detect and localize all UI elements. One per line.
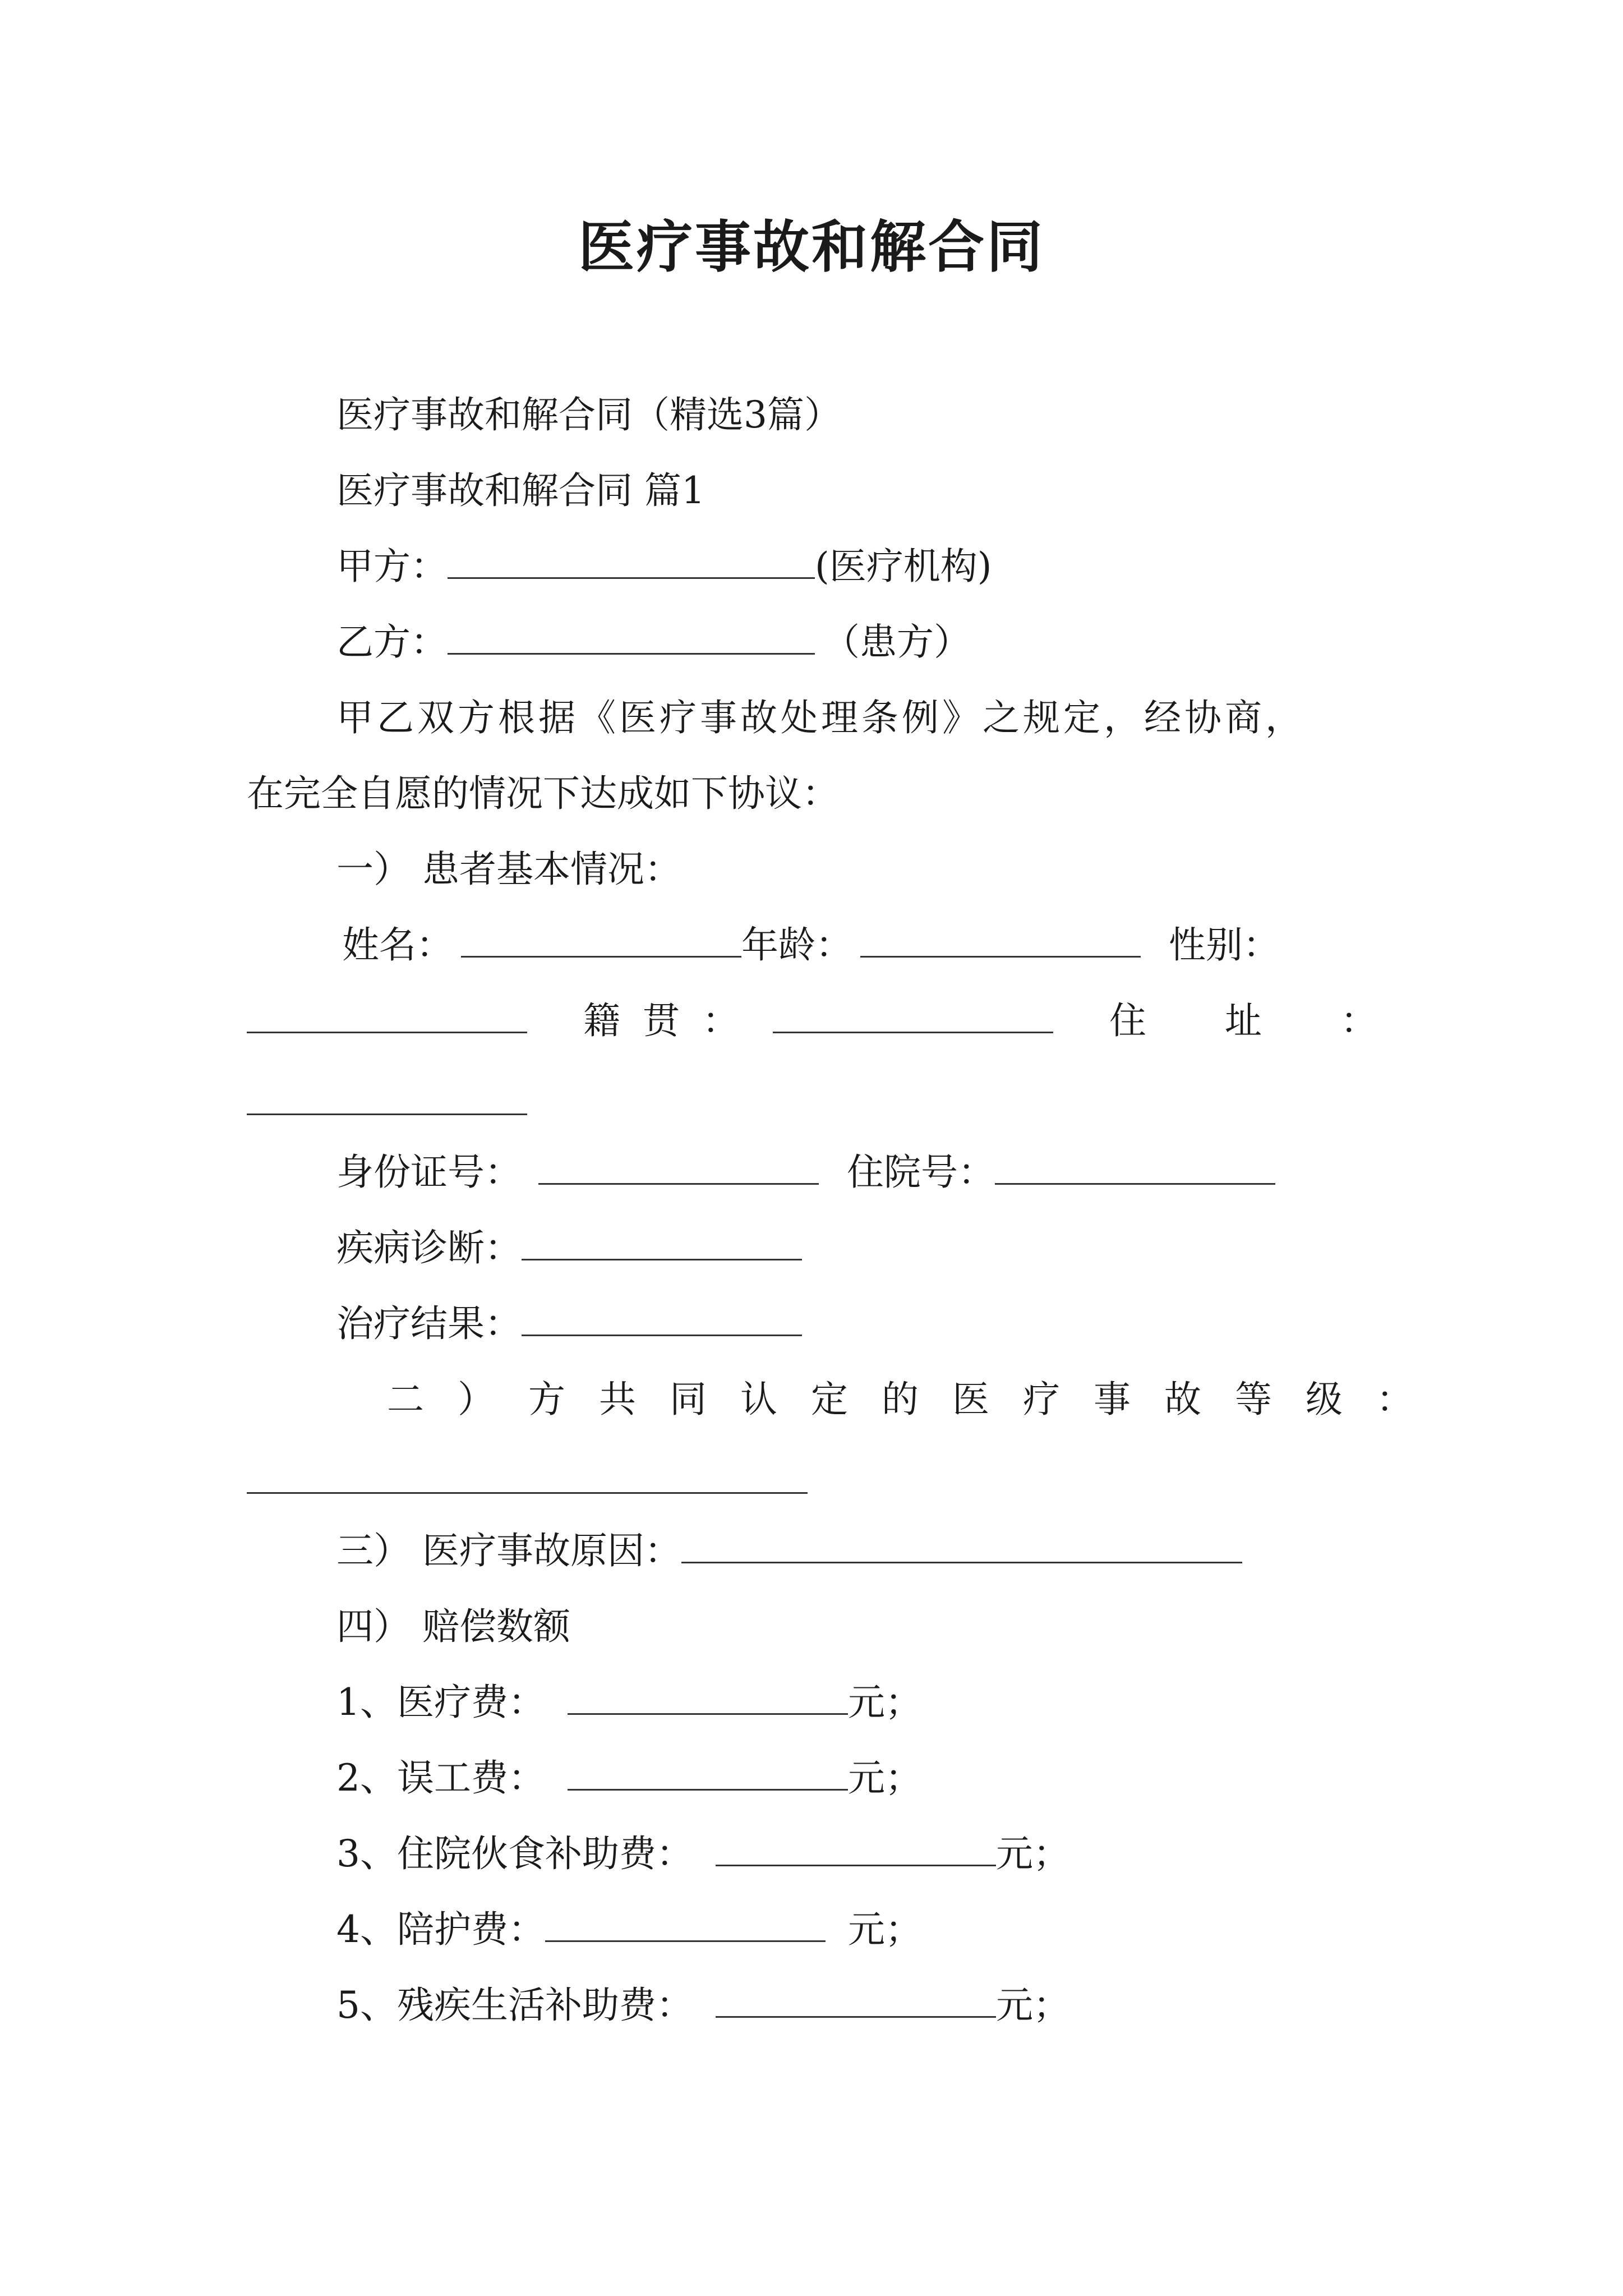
result-blank (522, 1297, 802, 1336)
result-line (336, 1296, 802, 1352)
age-blank (860, 919, 1141, 958)
admission-label: 住院号： (847, 1151, 995, 1194)
party-b-note: （患方） (823, 620, 971, 664)
section-3-line (336, 1523, 1242, 1579)
fee-2-blank (568, 1752, 848, 1791)
fee-4-label: 4、陪护费： (336, 1908, 545, 1951)
name-blank (461, 919, 741, 958)
fee-2-unit: 元； (848, 1756, 922, 1800)
party-a-blank (448, 540, 815, 579)
fee-4-blank (545, 1903, 826, 1942)
fee-5-unit: 元； (996, 1984, 1070, 2027)
fee-3-unit: 元； (996, 1832, 1070, 1875)
fee-1-label: 1、医疗费： (336, 1681, 545, 1724)
name-label: 姓名： (342, 923, 453, 967)
diagnosis-line (336, 1220, 802, 1276)
part-heading: 医疗事故和解合同 篇1 (336, 469, 705, 512)
hometown-label: 籍贯： (583, 999, 762, 1042)
gender-blank-line (247, 993, 1456, 1049)
fee-1-blank (568, 1676, 848, 1715)
address-blank (247, 1114, 527, 1115)
fee-2-label: 2、误工费： (336, 1756, 545, 1800)
document-title: 医疗事故和解合同 (578, 214, 1045, 280)
hometown-blank (773, 995, 1053, 1033)
fee-5-line (336, 1977, 1070, 2033)
gender-label: 性别： (1169, 923, 1280, 967)
fee-2-line (336, 1750, 922, 1806)
fee-4-line (336, 1902, 922, 1958)
fee-4-unit: 元； (848, 1908, 922, 1951)
name-age-gender-line (342, 917, 1280, 973)
fee-3-blank (716, 1828, 996, 1866)
section-2-blank (247, 1492, 808, 1494)
party-b-blank (448, 616, 815, 655)
fee-3-line (336, 1826, 1070, 1882)
intro-line-1: 甲乙双方根据《医疗事故处理条例》之规定，经协商， (336, 696, 1306, 739)
id-admission-line (336, 1144, 1275, 1200)
party-b-line (336, 614, 971, 670)
address-label: 住址： (1109, 999, 1456, 1042)
admission-blank (995, 1146, 1275, 1185)
party-b-label: 乙方： (336, 620, 448, 664)
fee-1-line (336, 1674, 922, 1731)
fee-3-label: 3、住院伙食补助费： (336, 1832, 693, 1875)
gender-blank (247, 995, 527, 1033)
section-3-heading: 三） 医疗事故原因： (336, 1529, 681, 1572)
fee-5-label: 5、残疾生活补助费： (336, 1984, 693, 2027)
intro-line-2: 在完全自愿的情况下达成如下协议： (247, 772, 839, 815)
id-blank (538, 1146, 819, 1185)
section-2-heading: 二）方共同认定的医疗事故等级： (387, 1378, 1447, 1421)
party-a-line (336, 539, 992, 595)
fee-5-blank (716, 1979, 996, 2018)
subtitle: 医疗事故和解合同（精选3篇） (336, 393, 841, 436)
section-1-heading: 一） 患者基本情况： (336, 848, 681, 891)
age-label: 年龄： (741, 923, 852, 967)
party-a-label: 甲方： (336, 545, 448, 588)
result-label: 治疗结果： (336, 1302, 522, 1345)
diagnosis-label: 疾病诊断： (336, 1226, 522, 1269)
diagnosis-blank (522, 1222, 802, 1260)
party-a-note: (医疗机构) (815, 545, 992, 588)
section-3-blank (681, 1525, 1242, 1563)
section-4-heading: 四） 赔偿数额 (336, 1605, 570, 1648)
id-label: 身份证号： (336, 1151, 522, 1194)
fee-1-unit: 元； (848, 1681, 922, 1724)
